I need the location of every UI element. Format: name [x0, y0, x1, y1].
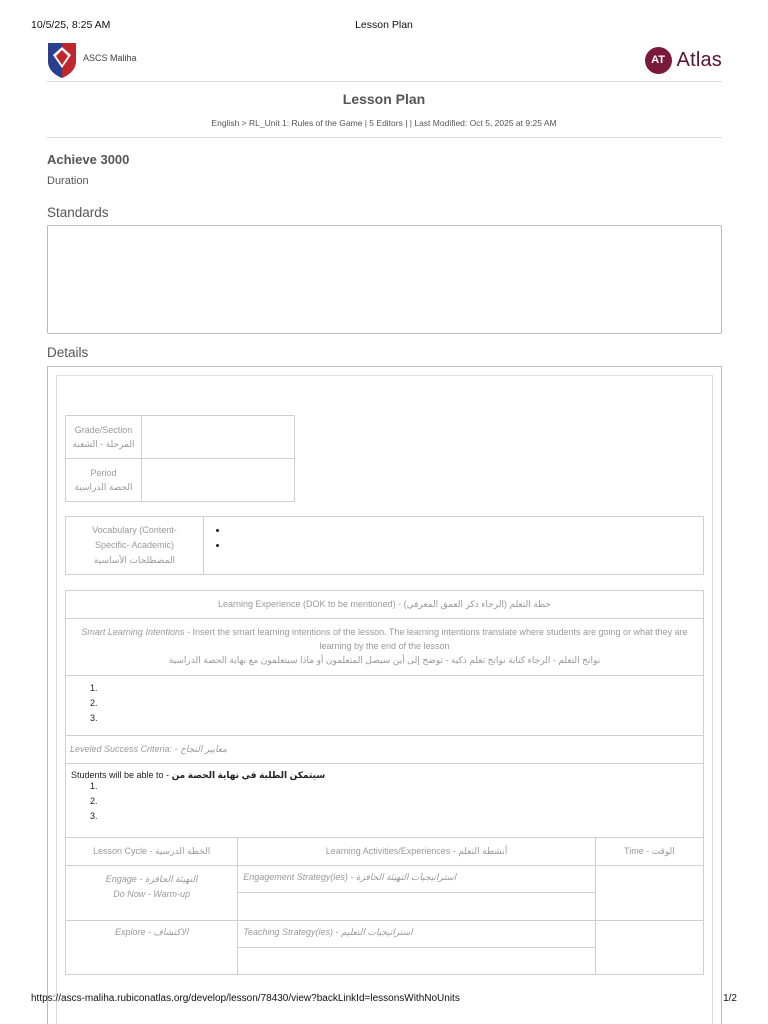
students-able-label: Students will be able to - — [71, 770, 170, 780]
vocabulary-label: Vocabulary (Content- Specific- Academic) المصطلحات الأساسية — [66, 517, 204, 575]
standards-heading: Standards — [47, 205, 109, 220]
intentions-list-cell — [66, 676, 704, 736]
vocabulary-value — [204, 517, 704, 575]
print-date: 10/5/25, 8:25 AM — [31, 19, 111, 31]
success-criteria-label: Leveled Success Criteria: - — [70, 744, 178, 754]
brand-row — [47, 40, 722, 82]
period-value — [142, 459, 295, 502]
teaching-strategy: Teaching Strategy(ies) - استراتيجيات التعليم — [238, 921, 596, 948]
vocabulary-table — [65, 516, 704, 575]
explore-arabic: الاكتشاف — [153, 927, 189, 937]
engage-arabic: التهيئة الحافزة — [144, 874, 198, 884]
learning-experience-table — [65, 590, 704, 975]
engagement-content-cell — [238, 893, 596, 921]
print-title: Lesson Plan — [355, 19, 413, 31]
students-able-cell — [66, 764, 704, 838]
intentions-label: Smart Learning Intentions - — [81, 627, 190, 637]
column-header-time: Time - الوقت — [595, 838, 703, 866]
print-footer — [31, 993, 737, 1007]
explore-time-cell — [595, 921, 703, 975]
list-item: 2. — [90, 698, 98, 708]
period-label: Period الحصة الدراسية — [66, 459, 142, 502]
engage-time-cell — [595, 866, 703, 921]
learning-intentions-cell — [66, 619, 704, 676]
atlas-name: Atlas — [676, 48, 722, 71]
page-url[interactable]: https://ascs-maliha.rubiconatlas.org/develop/lesson/78430/view?backLinkId=lessonsWithNoUnits — [31, 993, 460, 1004]
grade-period-table — [65, 415, 295, 502]
grade-section-label: Grade/Section المرحلة - الشعبة — [66, 416, 142, 459]
page-title: Lesson Plan — [342, 91, 426, 107]
explore-label: Explore - — [115, 927, 152, 937]
grade-section-value — [142, 416, 295, 459]
success-criteria-cell — [66, 736, 704, 764]
engage-subtitle: Do Now - Warm-up — [113, 889, 191, 899]
explore-cell — [66, 921, 238, 975]
divider — [47, 137, 722, 138]
success-criteria-arabic: معايير النجاح — [180, 744, 227, 754]
intentions-arabic: نواتج التعلم - الرجاء كتابة نواتج تعلم ذكية - توضح إلى أين سيصل المتعلمون أو ماذا سيتعلمون مع نهاية الحصة الدراسية — [168, 655, 601, 665]
school-name: ASCS Maliha — [83, 53, 137, 63]
breadcrumb: English > RL_Unit 1: Rules of the Game | 5 Editors | | Last Modified: Oct 5, 2025 at 9:25 AM — [211, 118, 557, 128]
details-heading: Details — [47, 345, 89, 360]
column-header-activities: Learning Activities/Experiences - أنشطة التعلم — [238, 838, 596, 866]
lesson-name: Achieve 3000 — [47, 152, 130, 167]
list-item: 2. — [90, 796, 98, 806]
engagement-strategy: Engagement Strategy(ies) - استراتيجيات التهيئة الحافزة — [238, 866, 596, 893]
list-item: 1. — [90, 781, 98, 791]
atlas-logo[interactable] — [645, 45, 722, 75]
duration-label: Duration — [47, 175, 89, 187]
students-able-arabic: سيتمكن الطلبة في نهاية الحصة من — [171, 770, 326, 780]
column-header-lesson-cycle: Lesson Cycle - الخطة الدرسية — [66, 838, 238, 866]
atlas-badge-icon: AT — [645, 47, 672, 74]
engage-label: Engage — [105, 874, 137, 884]
list-item: 3. — [90, 811, 98, 821]
intentions-text: Insert the smart learning intentions of the lesson. The learning intentions translate where students are going or what they are learning by the end of the lesson — [189, 627, 688, 651]
list-item — [228, 540, 693, 555]
school-shield-logo — [47, 41, 77, 79]
list-item: 1. — [90, 683, 98, 693]
list-item — [228, 525, 693, 540]
learning-experience-header: Learning Experience (DOK to be mentioned) - (خطة التعلم (الرجاء ذكر العمق المعرفي — [66, 591, 704, 619]
standards-box — [47, 225, 722, 334]
page-number: 1/2 — [723, 993, 737, 1004]
teaching-content-cell — [238, 948, 596, 975]
engage-cell: Engage - التهيئة الحافزة Do Now - Warm-up — [66, 866, 238, 921]
print-header — [31, 19, 737, 33]
list-item: 3. — [90, 713, 98, 723]
